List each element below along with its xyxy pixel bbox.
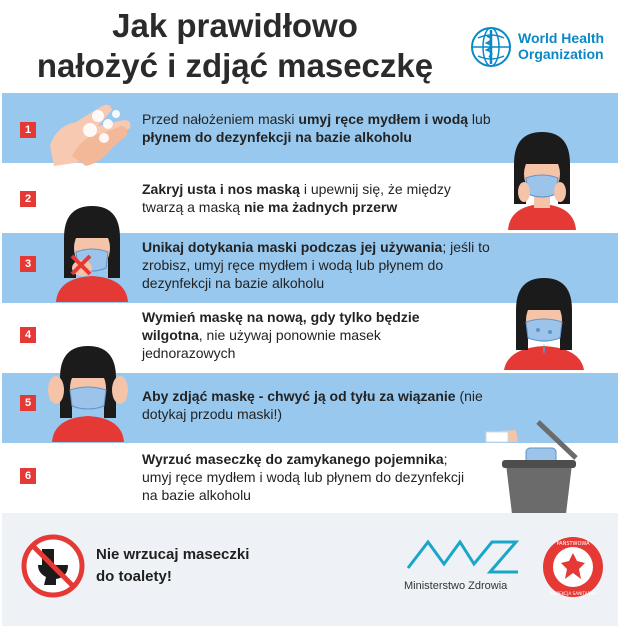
no-toilet-icon — [20, 533, 86, 599]
step-1-text-a: Przed nałożeniem maski — [142, 111, 299, 127]
person-removing-mask-icon — [36, 338, 140, 442]
step-4-text-c: , nie używaj ponownie masek jednorazowych — [142, 327, 381, 361]
step-text-4 — [142, 308, 442, 362]
who-logo — [468, 24, 618, 70]
step-5-text-b: Aby zdjąć maskę - chwyć ją od tyłu za wiązanie — [142, 388, 456, 404]
step-number-2: 2 — [20, 191, 36, 207]
seal-bottom-text: INSPEKCJA SANITARNA — [549, 591, 597, 596]
footer-panel — [2, 513, 618, 626]
step-3-text-c: ; jeśli to zrobisz, umyj ręce mydłem i wodą lub płynem do dezynfekcji na bazie alkoholu — [142, 239, 490, 291]
page-title — [0, 6, 470, 86]
step-text-2 — [142, 180, 462, 216]
step-6-text-b: Wyrzuć maseczkę do zamykanego pojemnika — [142, 451, 444, 467]
who-name-line-1: World Health — [518, 30, 605, 46]
step-text-1 — [142, 110, 502, 146]
toilet-warning — [96, 544, 249, 588]
title-line-2: nałożyć i zdjąć maseczkę — [36, 47, 434, 84]
step-4-text-b: Wymień maskę na nową, gdy tylko będzie wilgotna — [142, 309, 420, 343]
step-number-4: 4 — [20, 327, 36, 343]
toilet-warning-line-1: Nie wrzucaj maseczki — [96, 546, 250, 563]
step-text-3 — [142, 238, 502, 292]
sanitary-inspection-seal-icon — [541, 535, 605, 599]
hand-washing-icon — [42, 86, 142, 170]
step-text-6 — [142, 450, 472, 504]
step-6-text-c: ; umyj ręce mydłem i wodą lub płynem do dezynfekcji na bazie alkoholu — [142, 451, 465, 503]
step-1-text-d: płynem do dezynfekcji na bazie alkoholu — [142, 129, 412, 145]
step-2-text-b: Zakryj usta i nos maską — [142, 181, 300, 197]
ministry-logo-icon — [404, 534, 522, 578]
title-line-1: Jak prawidłowo — [112, 7, 358, 44]
person-touching-mask-icon — [44, 198, 140, 302]
step-number-1: 1 — [20, 122, 36, 138]
step-1-text-c: lub — [468, 111, 491, 127]
step-number-5: 5 — [20, 395, 36, 411]
step-text-5 — [142, 387, 502, 423]
trash-bin-icon — [478, 418, 582, 514]
step-number-3: 3 — [20, 256, 36, 272]
step-5-text-c: (nie dotykaj przodu maski!) — [142, 388, 483, 422]
step-2-text-d: nie ma żadnych przerw — [243, 199, 398, 215]
step-1-text-b: umyj ręce mydłem i wodą — [298, 111, 469, 127]
person-with-wet-mask-icon — [496, 270, 592, 370]
seal-top-text: PAŃSTWOWA — [556, 541, 590, 547]
toilet-warning-line-2: do toalety! — [96, 568, 172, 585]
step-number-6: 6 — [20, 468, 36, 484]
ministry-name: Ministerstwo Zdrowia — [404, 580, 508, 592]
who-emblem-icon — [468, 24, 514, 70]
person-putting-on-mask-icon — [494, 120, 590, 230]
step-2-text-c: i upewnij się, że między twarzą a maską — [142, 181, 451, 215]
step-3-text-b: Unikaj dotykania maski podczas jej używania — [142, 239, 443, 255]
who-name-line-2: Organization — [518, 46, 604, 62]
